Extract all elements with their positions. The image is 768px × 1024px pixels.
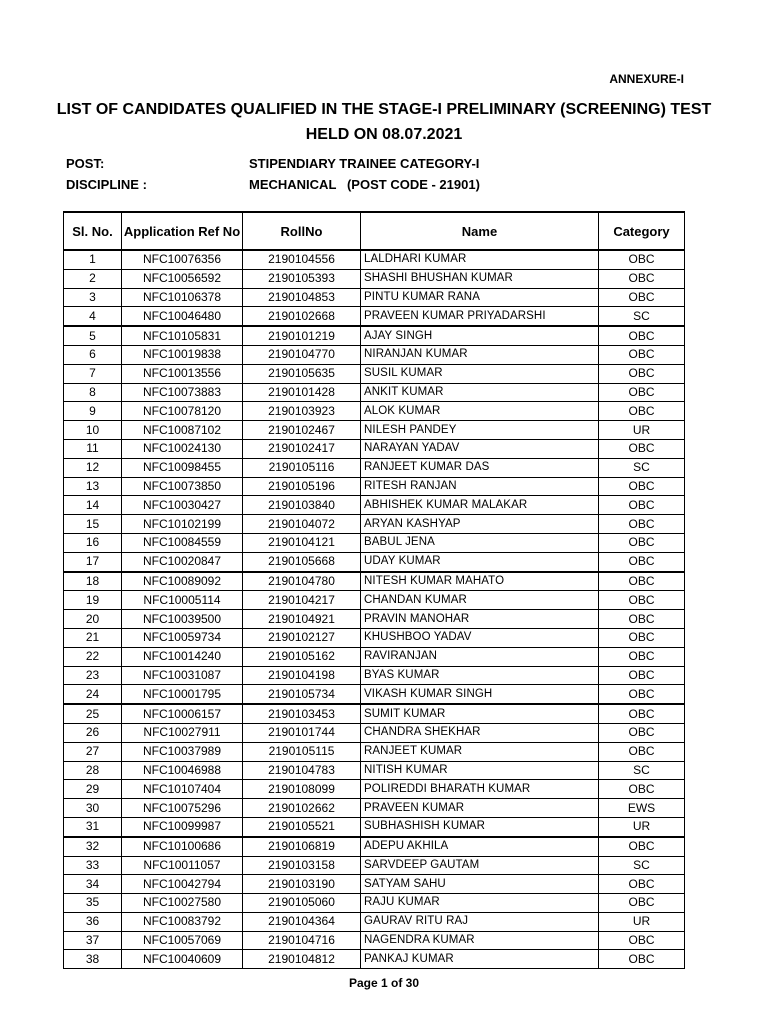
cell-sl-no: 26 (64, 723, 122, 742)
cell-application-ref: NFC10076356 (122, 250, 243, 269)
cell-roll-no: 2190104921 (243, 610, 361, 629)
cell-name: PINTU KUMAR RANA (361, 288, 599, 307)
cell-application-ref: NFC10040609 (122, 950, 243, 969)
cell-application-ref: NFC10083792 (122, 912, 243, 931)
cell-application-ref: NFC10056592 (122, 269, 243, 288)
table-row (64, 817, 685, 836)
table-row (64, 591, 685, 610)
table-row (64, 950, 685, 969)
cell-category: OBC (599, 288, 685, 307)
cell-application-ref: NFC10075296 (122, 799, 243, 818)
cell-category: OBC (599, 345, 685, 364)
cell-sl-no: 3 (64, 288, 122, 307)
table-row (64, 837, 685, 856)
cell-sl-no: 28 (64, 761, 122, 780)
cell-name: SARVDEEP GAUTAM (361, 856, 599, 875)
table-row (64, 326, 685, 345)
cell-category: SC (599, 761, 685, 780)
cell-roll-no: 2190105115 (243, 742, 361, 761)
cell-roll-no: 2190104770 (243, 345, 361, 364)
cell-category: OBC (599, 837, 685, 856)
cell-roll-no: 2190102662 (243, 799, 361, 818)
cell-sl-no: 8 (64, 383, 122, 402)
table-row (64, 402, 685, 421)
cell-application-ref: NFC10105831 (122, 326, 243, 345)
cell-sl-no: 12 (64, 458, 122, 477)
cell-application-ref: NFC10073883 (122, 383, 243, 402)
table-row (64, 894, 685, 913)
cell-application-ref: NFC10059734 (122, 628, 243, 647)
cell-name: ADEPU AKHILA (361, 837, 599, 856)
cell-category: OBC (599, 931, 685, 950)
annexure-label: ANNEXURE-I (609, 72, 684, 86)
cell-name: SUBHASHISH KUMAR (361, 817, 599, 836)
cell-name: PRAVEEN KUMAR PRIYADARSHI (361, 307, 599, 326)
cell-application-ref: NFC10042794 (122, 875, 243, 894)
table-row (64, 875, 685, 894)
cell-application-ref: NFC10024130 (122, 439, 243, 458)
cell-sl-no: 24 (64, 685, 122, 704)
cell-sl-no: 6 (64, 345, 122, 364)
table-row (64, 704, 685, 723)
cell-application-ref: NFC10014240 (122, 647, 243, 666)
cell-sl-no: 9 (64, 402, 122, 421)
cell-category: OBC (599, 704, 685, 723)
cell-application-ref: NFC10102199 (122, 515, 243, 534)
table-row (64, 780, 685, 799)
table-row (64, 912, 685, 931)
cell-application-ref: NFC10005114 (122, 591, 243, 610)
table-row (64, 742, 685, 761)
cell-application-ref: NFC10087102 (122, 421, 243, 440)
cell-name: ABHISHEK KUMAR MALAKAR (361, 496, 599, 515)
cell-roll-no: 2190105393 (243, 269, 361, 288)
cell-roll-no: 2190103158 (243, 856, 361, 875)
header-application-ref: Application Ref No (122, 212, 243, 250)
cell-application-ref: NFC10057069 (122, 931, 243, 950)
cell-sl-no: 11 (64, 439, 122, 458)
cell-application-ref: NFC10084559 (122, 533, 243, 552)
cell-sl-no: 14 (64, 496, 122, 515)
cell-sl-no: 19 (64, 591, 122, 610)
cell-sl-no: 25 (64, 704, 122, 723)
cell-sl-no: 15 (64, 515, 122, 534)
post-value: STIPENDIARY TRAINEE CATEGORY-I (249, 156, 480, 171)
cell-roll-no: 2190102127 (243, 628, 361, 647)
cell-name: NAGENDRA KUMAR (361, 931, 599, 950)
cell-sl-no: 18 (64, 572, 122, 591)
cell-sl-no: 36 (64, 912, 122, 931)
cell-category: OBC (599, 439, 685, 458)
table-row (64, 610, 685, 629)
discipline-label: DISCIPLINE : (66, 177, 147, 192)
cell-category: OBC (599, 402, 685, 421)
cell-roll-no: 2190105734 (243, 685, 361, 704)
cell-roll-no: 2190104217 (243, 591, 361, 610)
cell-application-ref: NFC10039500 (122, 610, 243, 629)
cell-sl-no: 29 (64, 780, 122, 799)
cell-roll-no: 2190101744 (243, 723, 361, 742)
table-row (64, 288, 685, 307)
cell-roll-no: 2190104853 (243, 288, 361, 307)
cell-name: RITESH RANJAN (361, 477, 599, 496)
cell-name: SUMIT KUMAR (361, 704, 599, 723)
cell-sl-no: 35 (64, 894, 122, 913)
title-line-2: HELD ON 08.07.2021 (305, 126, 463, 143)
table-row (64, 364, 685, 383)
cell-roll-no: 2190103453 (243, 704, 361, 723)
cell-roll-no: 2190104121 (243, 533, 361, 552)
cell-category: OBC (599, 326, 685, 345)
table-row (64, 533, 685, 552)
cell-name: NARAYAN YADAV (361, 439, 599, 458)
cell-name: PRAVIN MANOHAR (361, 610, 599, 629)
table-row (64, 421, 685, 440)
cell-name: ANKIT KUMAR (361, 383, 599, 402)
cell-application-ref: NFC10106378 (122, 288, 243, 307)
cell-application-ref: NFC10011057 (122, 856, 243, 875)
cell-name: CHANDAN KUMAR (361, 591, 599, 610)
cell-application-ref: NFC10099987 (122, 817, 243, 836)
cell-application-ref: NFC10073850 (122, 477, 243, 496)
cell-name: CHANDRA SHEKHAR (361, 723, 599, 742)
cell-name: RANJEET KUMAR (361, 742, 599, 761)
cell-name: POLIREDDI BHARATH KUMAR (361, 780, 599, 799)
cell-roll-no: 2190104364 (243, 912, 361, 931)
cell-roll-no: 2190101428 (243, 383, 361, 402)
cell-roll-no: 2190103190 (243, 875, 361, 894)
cell-name: SHASHI BHUSHAN KUMAR (361, 269, 599, 288)
cell-name: NITESH KUMAR MAHATO (361, 572, 599, 591)
cell-name: BYAS KUMAR (361, 666, 599, 685)
table-row (64, 269, 685, 288)
table-row (64, 856, 685, 875)
table-row (64, 477, 685, 496)
cell-category: OBC (599, 364, 685, 383)
table-row (64, 723, 685, 742)
table-row (64, 496, 685, 515)
cell-category: OBC (599, 572, 685, 591)
cell-sl-no: 34 (64, 875, 122, 894)
table-row (64, 458, 685, 477)
cell-sl-no: 30 (64, 799, 122, 818)
cell-category: UR (599, 912, 685, 931)
cell-category: SC (599, 856, 685, 875)
cell-roll-no: 2190105635 (243, 364, 361, 383)
post-label: POST: (66, 156, 105, 171)
cell-name: SATYAM SAHU (361, 875, 599, 894)
cell-category: OBC (599, 742, 685, 761)
table-row (64, 307, 685, 326)
table-row (64, 628, 685, 647)
cell-name: BABUL JENA (361, 533, 599, 552)
cell-roll-no: 2190101219 (243, 326, 361, 345)
cell-roll-no: 2190105521 (243, 817, 361, 836)
cell-roll-no: 2190104783 (243, 761, 361, 780)
cell-roll-no: 2190104716 (243, 931, 361, 950)
cell-sl-no: 32 (64, 837, 122, 856)
cell-category: UR (599, 817, 685, 836)
cell-roll-no: 2190105116 (243, 458, 361, 477)
cell-name: LALDHARI KUMAR (361, 250, 599, 269)
cell-sl-no: 21 (64, 628, 122, 647)
table-row (64, 439, 685, 458)
cell-roll-no: 2190105162 (243, 647, 361, 666)
header-roll-no: RollNo (243, 212, 361, 250)
cell-application-ref: NFC10107404 (122, 780, 243, 799)
cell-category: UR (599, 421, 685, 440)
cell-application-ref: NFC10037989 (122, 742, 243, 761)
cell-name: NILESH PANDEY (361, 421, 599, 440)
table-row (64, 666, 685, 685)
table-body (64, 250, 685, 969)
cell-category: OBC (599, 552, 685, 571)
cell-category: SC (599, 458, 685, 477)
cell-category: OBC (599, 269, 685, 288)
cell-category: OBC (599, 780, 685, 799)
cell-category: OBC (599, 610, 685, 629)
cell-roll-no: 2190106819 (243, 837, 361, 856)
cell-category: OBC (599, 496, 685, 515)
cell-name: PRAVEEN KUMAR (361, 799, 599, 818)
cell-category: EWS (599, 799, 685, 818)
cell-name: RAJU KUMAR (361, 894, 599, 913)
cell-sl-no: 2 (64, 269, 122, 288)
cell-sl-no: 27 (64, 742, 122, 761)
cell-name: ALOK KUMAR (361, 402, 599, 421)
cell-category: SC (599, 307, 685, 326)
cell-category: OBC (599, 591, 685, 610)
cell-category: OBC (599, 477, 685, 496)
cell-application-ref: NFC10046480 (122, 307, 243, 326)
cell-sl-no: 13 (64, 477, 122, 496)
candidates-table (63, 211, 685, 969)
cell-category: OBC (599, 533, 685, 552)
cell-sl-no: 5 (64, 326, 122, 345)
cell-application-ref: NFC10031087 (122, 666, 243, 685)
cell-roll-no: 2190105060 (243, 894, 361, 913)
cell-sl-no: 37 (64, 931, 122, 950)
cell-application-ref: NFC10100686 (122, 837, 243, 856)
cell-sl-no: 33 (64, 856, 122, 875)
cell-roll-no: 2190104556 (243, 250, 361, 269)
cell-application-ref: NFC10001795 (122, 685, 243, 704)
table-row (64, 799, 685, 818)
title-line-1: LIST OF CANDIDATES QUALIFIED IN THE STAGE-I PRELIMINARY (SCREENING) TEST (56, 101, 712, 118)
cell-name: RAVIRANJAN (361, 647, 599, 666)
table-row (64, 647, 685, 666)
cell-name: NIRANJAN KUMAR (361, 345, 599, 364)
cell-name: GAURAV RITU RAJ (361, 912, 599, 931)
cell-name: UDAY KUMAR (361, 552, 599, 571)
cell-name: PANKAJ KUMAR (361, 950, 599, 969)
cell-application-ref: NFC10027580 (122, 894, 243, 913)
cell-name: RANJEET KUMAR DAS (361, 458, 599, 477)
discipline-value: MECHANICAL (POST CODE - 21901) (249, 177, 480, 192)
cell-category: OBC (599, 666, 685, 685)
cell-application-ref: NFC10013556 (122, 364, 243, 383)
cell-roll-no: 2190105668 (243, 552, 361, 571)
cell-category: OBC (599, 383, 685, 402)
cell-sl-no: 16 (64, 533, 122, 552)
cell-name: SUSIL KUMAR (361, 364, 599, 383)
cell-sl-no: 17 (64, 552, 122, 571)
table-row (64, 383, 685, 402)
cell-name: VIKASH KUMAR SINGH (361, 685, 599, 704)
cell-application-ref: NFC10030427 (122, 496, 243, 515)
cell-application-ref: NFC10019838 (122, 345, 243, 364)
cell-category: OBC (599, 250, 685, 269)
cell-category: OBC (599, 875, 685, 894)
cell-category: OBC (599, 894, 685, 913)
cell-category: OBC (599, 647, 685, 666)
page-title (0, 97, 768, 147)
cell-name: KHUSHBOO YADAV (361, 628, 599, 647)
cell-roll-no: 2190103840 (243, 496, 361, 515)
cell-application-ref: NFC10046988 (122, 761, 243, 780)
table-row (64, 685, 685, 704)
page-number: Page 1 of 30 (348, 976, 420, 990)
cell-roll-no: 2190104072 (243, 515, 361, 534)
table-row (64, 931, 685, 950)
cell-name: NITISH KUMAR (361, 761, 599, 780)
cell-roll-no: 2190102417 (243, 439, 361, 458)
table-row (64, 345, 685, 364)
cell-roll-no: 2190108099 (243, 780, 361, 799)
cell-sl-no: 7 (64, 364, 122, 383)
cell-sl-no: 1 (64, 250, 122, 269)
cell-roll-no: 2190105196 (243, 477, 361, 496)
header-sl-no: Sl. No. (64, 212, 122, 250)
cell-category: OBC (599, 628, 685, 647)
cell-application-ref: NFC10006157 (122, 704, 243, 723)
cell-sl-no: 10 (64, 421, 122, 440)
cell-category: OBC (599, 515, 685, 534)
cell-application-ref: NFC10078120 (122, 402, 243, 421)
table-header-row (64, 212, 685, 250)
cell-application-ref: NFC10098455 (122, 458, 243, 477)
cell-name: ARYAN KASHYAP (361, 515, 599, 534)
cell-category: OBC (599, 950, 685, 969)
cell-sl-no: 22 (64, 647, 122, 666)
cell-roll-no: 2190102668 (243, 307, 361, 326)
cell-sl-no: 4 (64, 307, 122, 326)
table-row (64, 761, 685, 780)
cell-application-ref: NFC10089092 (122, 572, 243, 591)
table-row (64, 572, 685, 591)
cell-sl-no: 31 (64, 817, 122, 836)
cell-application-ref: NFC10027911 (122, 723, 243, 742)
cell-category: OBC (599, 723, 685, 742)
cell-sl-no: 38 (64, 950, 122, 969)
cell-roll-no: 2190104198 (243, 666, 361, 685)
cell-sl-no: 20 (64, 610, 122, 629)
cell-application-ref: NFC10020847 (122, 552, 243, 571)
table-row (64, 515, 685, 534)
cell-roll-no: 2190102467 (243, 421, 361, 440)
cell-category: OBC (599, 685, 685, 704)
cell-roll-no: 2190103923 (243, 402, 361, 421)
header-category: Category (599, 212, 685, 250)
cell-roll-no: 2190104780 (243, 572, 361, 591)
header-name: Name (361, 212, 599, 250)
cell-sl-no: 23 (64, 666, 122, 685)
table-row (64, 552, 685, 571)
cell-name: AJAY SINGH (361, 326, 599, 345)
cell-roll-no: 2190104812 (243, 950, 361, 969)
table-row (64, 250, 685, 269)
